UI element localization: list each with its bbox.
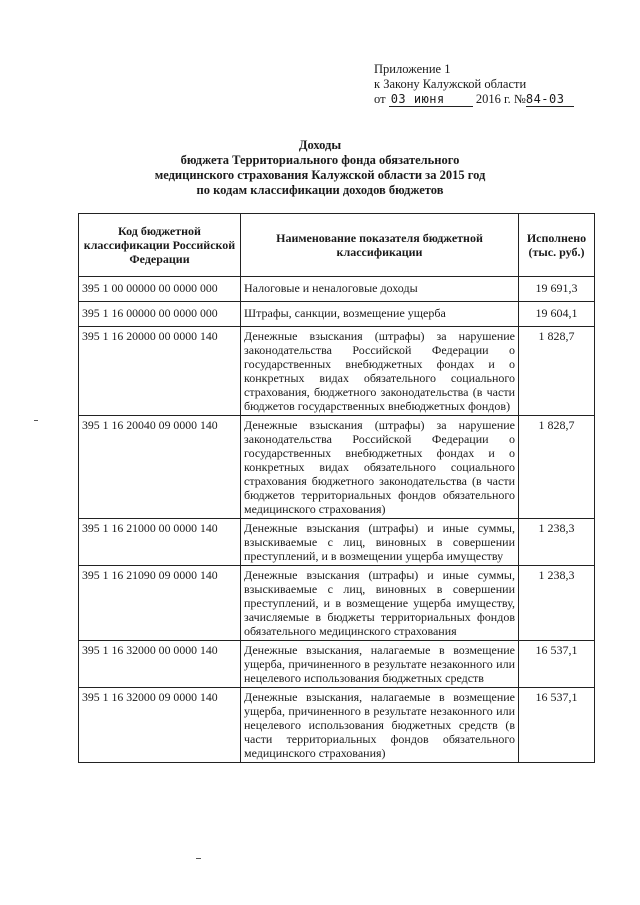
- row-value: 19 691,3: [519, 277, 595, 302]
- row-code: 395 1 16 21000 00 0000 140: [79, 519, 241, 566]
- table-row: [79, 641, 595, 688]
- row-value: 19 604,1: [519, 302, 595, 327]
- table-header-row: [79, 214, 595, 277]
- row-code: 395 1 16 20040 09 0000 140: [79, 416, 241, 519]
- scan-speck: [34, 420, 38, 421]
- row-code: 395 1 00 00000 00 0000 000: [79, 277, 241, 302]
- row-name: Денежные взыскания (штрафы) и иные суммы, взыскиваемые с лиц, виновных в совершении преступлений, и в возмещении ущерба имуществу: [241, 519, 519, 566]
- document-title: [120, 138, 520, 198]
- appendix-date-handwritten: 03 июня: [390, 92, 445, 106]
- row-value: 1 238,3: [519, 519, 595, 566]
- title-line-2: бюджета Территориального фонда обязательного: [180, 153, 460, 167]
- table-row: [79, 566, 595, 641]
- appendix-year-text: 2016 г. №: [475, 92, 526, 106]
- table-row: [79, 416, 595, 519]
- table-row: [79, 302, 595, 327]
- title-line-3: медицинского страхования Калужской области за 2015 год: [154, 168, 486, 182]
- table-row: [79, 327, 595, 416]
- appendix-date-field: [389, 93, 473, 107]
- table-row: [79, 277, 595, 302]
- appendix-line-2: к Закону Калужской области: [374, 77, 527, 91]
- scan-speck: [196, 858, 201, 859]
- appendix-date-line: [374, 92, 614, 107]
- row-value: 1 828,7: [519, 327, 595, 416]
- title-line-1: Доходы: [298, 138, 342, 152]
- table-row: [79, 519, 595, 566]
- header-code: Код бюджетной классификации Российской Федерации: [79, 214, 241, 277]
- row-name: Денежные взыскания (штрафы) за нарушение законодательства Российской Федерации о государственных внебюджетных фондах и о конкретных видах обязательного социального страхования бюджетного законодательства (в части бюджетов территориальных фондов обязательного медицинского страхования): [241, 416, 519, 519]
- row-name: Штрафы, санкции, возмещение ущерба: [241, 302, 519, 327]
- row-value: 1 828,7: [519, 416, 595, 519]
- row-value: 1 238,3: [519, 566, 595, 641]
- row-name: Денежные взыскания (штрафы) и иные суммы, взыскиваемые с лиц, виновных в совершении преступлений, и в возмещение ущерба имуществу, зачисляемые в бюджеты территориальных фондов обязательного медицинского страхования: [241, 566, 519, 641]
- appendix-number-field: [526, 93, 574, 107]
- row-code: 395 1 16 32000 00 0000 140: [79, 641, 241, 688]
- row-value: 16 537,1: [519, 688, 595, 763]
- appendix-number-handwritten: 84-03: [525, 92, 565, 106]
- title-line-4: по кодам классификации доходов бюджетов: [196, 183, 444, 197]
- row-code: 395 1 16 20000 00 0000 140: [79, 327, 241, 416]
- row-code: 395 1 16 32000 09 0000 140: [79, 688, 241, 763]
- table-row: [79, 688, 595, 763]
- row-code: 395 1 16 21090 09 0000 140: [79, 566, 241, 641]
- appendix-line-1: Приложение 1: [374, 62, 451, 76]
- row-name: Денежные взыскания, налагаемые в возмещение ущерба, причиненного в результате незаконного или нецелевого использования бюджетных средств: [241, 641, 519, 688]
- row-name: Налоговые и неналоговые доходы: [241, 277, 519, 302]
- appendix-block: [374, 62, 614, 107]
- appendix-from-label: от: [374, 92, 386, 106]
- row-value: 16 537,1: [519, 641, 595, 688]
- revenue-table: [78, 213, 595, 763]
- row-name: Денежные взыскания, налагаемые в возмещение ущерба, причиненного в результате незаконного или нецелевого использования бюджетных средств (в части территориальных фондов обязательного медицинского страхования): [241, 688, 519, 763]
- row-code: 395 1 16 00000 00 0000 000: [79, 302, 241, 327]
- row-name: Денежные взыскания (штрафы) за нарушение законодательства Российской Федерации о государственных внебюджетных фондах и о конкретных видах обязательного социального страхования, бюджетного законодательства (в части бюджетов государственных внебюджетных фондов): [241, 327, 519, 416]
- header-name: Наименование показателя бюджетной классификации: [241, 214, 519, 277]
- header-value: Исполнено (тыс. руб.): [519, 214, 595, 277]
